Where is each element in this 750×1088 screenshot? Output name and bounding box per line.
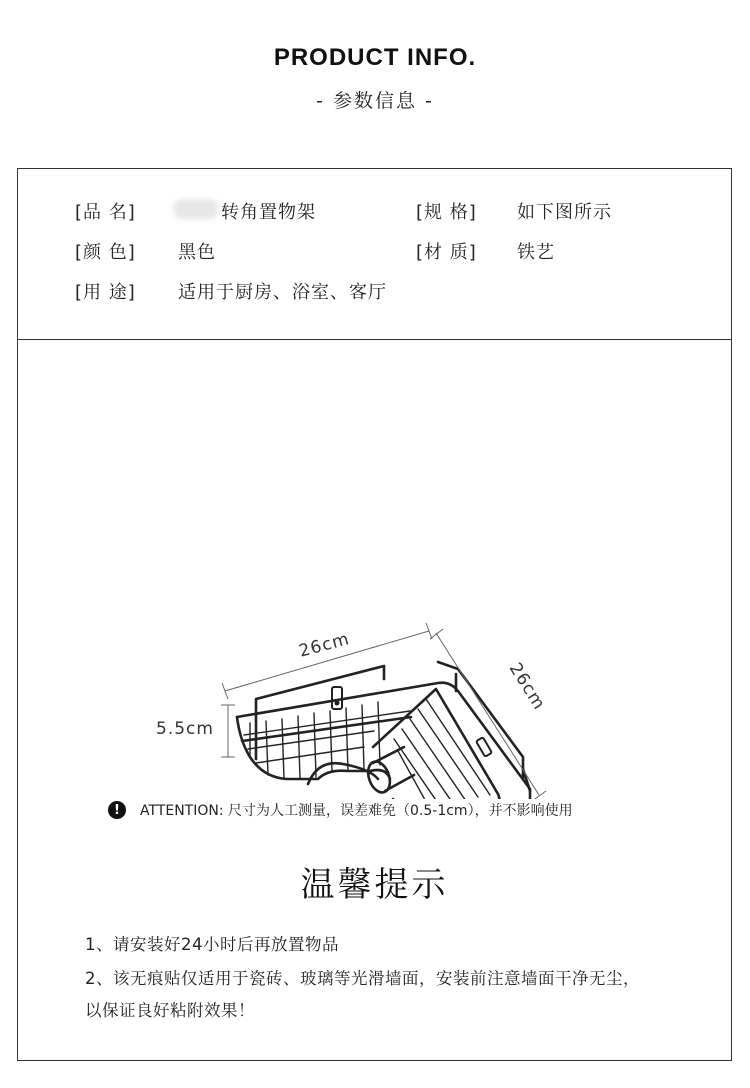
- spec-value-color: 黑色: [178, 242, 216, 263]
- shelf-drawing: [237, 662, 533, 799]
- attention-note: [108, 800, 573, 820]
- spec-value-usage: 适用于厨房、浴室、客厅: [178, 282, 387, 303]
- spec-value-name: 转角置物架: [221, 202, 316, 223]
- dimension-label-top-right: 26cm: [504, 659, 550, 714]
- corner-shelf-diagram: [18, 339, 731, 799]
- spec-label-size: [规 格]: [416, 202, 477, 223]
- spec-label-name: [品 名]: [75, 202, 136, 223]
- tip-item-2: 2、该无痕贴仅适用于瓷砖、玻璃等光滑墙面，安装前注意墙面干净无尘，: [85, 969, 640, 988]
- tip-item-1: 1、请安装好24小时后再放置物品: [85, 935, 339, 954]
- attention-text: ATTENTION: 尺寸为人工测量，误差难免（0.5-1cm），并不影响使用: [140, 803, 573, 819]
- spec-label-usage: [用 途]: [75, 282, 136, 303]
- spec-label-material: [材 质]: [416, 242, 477, 263]
- dimension-label-height: 5.5cm: [156, 719, 214, 739]
- tips-heading: 温馨提示: [300, 865, 449, 905]
- blurred-brand: [173, 199, 219, 219]
- product-info-box: [17, 168, 732, 1061]
- spec-label-color: [颜 色]: [75, 242, 136, 263]
- spec-value-material: 铁艺: [517, 242, 555, 263]
- dimension-label-top-left: 26cm: [296, 629, 352, 662]
- exclamation-icon: !: [108, 801, 126, 819]
- page-subtitle: - 参数信息 -: [316, 90, 434, 112]
- tip-item-2-continued: 以保证良好粘附效果！: [85, 1001, 255, 1020]
- spec-value-size: 如下图所示: [517, 202, 612, 223]
- page-title: PRODUCT INFO.: [273, 44, 477, 71]
